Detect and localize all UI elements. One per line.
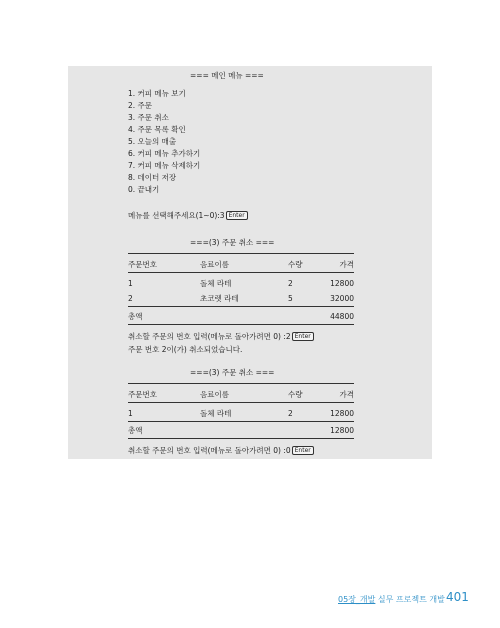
enter-key: Enter <box>292 446 314 455</box>
menu-item: 2. 주문 <box>128 101 153 110</box>
menu-item: 4. 주문 목록 확인 <box>128 125 186 134</box>
col-header-drink: 음료이름 <box>200 260 229 269</box>
col-header-price: 가격 <box>339 260 354 269</box>
menu-title: === 메인 메뉴 === <box>190 71 264 80</box>
table-cell: 12800 <box>330 409 354 418</box>
menu-item: 8. 데이터 저장 <box>128 173 177 182</box>
total-value: 44800 <box>330 312 354 321</box>
footer-section: 실무 프로젝트 개발 <box>377 595 445 604</box>
col-header-drink: 음료이름 <box>200 390 229 399</box>
table-rule <box>128 272 354 273</box>
table-cell: 1 <box>128 409 133 418</box>
table-cell: 돌체 라테 <box>200 279 232 288</box>
menu-item: 5. 오늘의 매출 <box>128 137 177 146</box>
total-label: 총액 <box>128 426 143 435</box>
console-output <box>68 66 432 459</box>
table-cell: 32000 <box>330 294 354 303</box>
cancel-prompt-text: 취소할 주문의 번호 입력(메뉴로 돌아가려면 0) :0 <box>128 446 291 455</box>
table-rule <box>128 253 354 254</box>
cancel-message: 주문 번호 2이(가) 취소되었습니다. <box>128 345 243 354</box>
col-header-qty: 수량 <box>288 390 303 399</box>
col-header-qty: 수량 <box>288 260 303 269</box>
table-cell: 2 <box>288 409 293 418</box>
cancel-prompt <box>128 446 314 456</box>
table-rule <box>128 383 354 384</box>
col-header-price: 가격 <box>339 390 354 399</box>
table-cell: 2 <box>288 279 293 288</box>
table-cell: 돌체 라테 <box>200 409 232 418</box>
page-number: 401 <box>446 590 469 604</box>
menu-prompt <box>128 211 248 221</box>
table-cell: 12800 <box>330 279 354 288</box>
menu-item: 7. 커피 메뉴 삭제하기 <box>128 161 201 170</box>
cancel-title: ===(3) 주문 취소 === <box>190 238 275 247</box>
col-header-order-no: 주문번호 <box>128 260 157 269</box>
menu-item: 0. 끝내기 <box>128 185 160 194</box>
table-cell: 5 <box>288 294 293 303</box>
menu-prompt-text: 메뉴를 선택해주세요(1~0):3 <box>128 211 225 220</box>
table-cell: 1 <box>128 279 133 288</box>
total-value: 12800 <box>330 426 354 435</box>
table-rule <box>128 402 354 403</box>
enter-key: Enter <box>292 332 314 341</box>
cancel-prompt <box>128 332 314 342</box>
col-header-order-no: 주문번호 <box>128 390 157 399</box>
menu-item: 1. 커피 메뉴 보기 <box>128 89 186 98</box>
total-label: 총액 <box>128 312 143 321</box>
table-cell: 2 <box>128 294 133 303</box>
table-cell: 초코렛 라테 <box>200 294 239 303</box>
menu-item: 3. 주문 취소 <box>128 113 169 122</box>
enter-key: Enter <box>226 211 248 220</box>
table-rule <box>128 438 354 439</box>
page-footer <box>338 594 445 605</box>
table-rule <box>128 306 354 307</box>
cancel-prompt-text: 취소할 주문의 번호 입력(메뉴로 돌아가려면 0) :2 <box>128 332 291 341</box>
table-rule <box>128 421 354 422</box>
cancel-title: ===(3) 주문 취소 === <box>190 368 275 377</box>
menu-item: 6. 커피 메뉴 추가하기 <box>128 149 201 158</box>
table-rule <box>128 324 354 325</box>
footer-chapter: 05장_개발 <box>338 595 376 604</box>
